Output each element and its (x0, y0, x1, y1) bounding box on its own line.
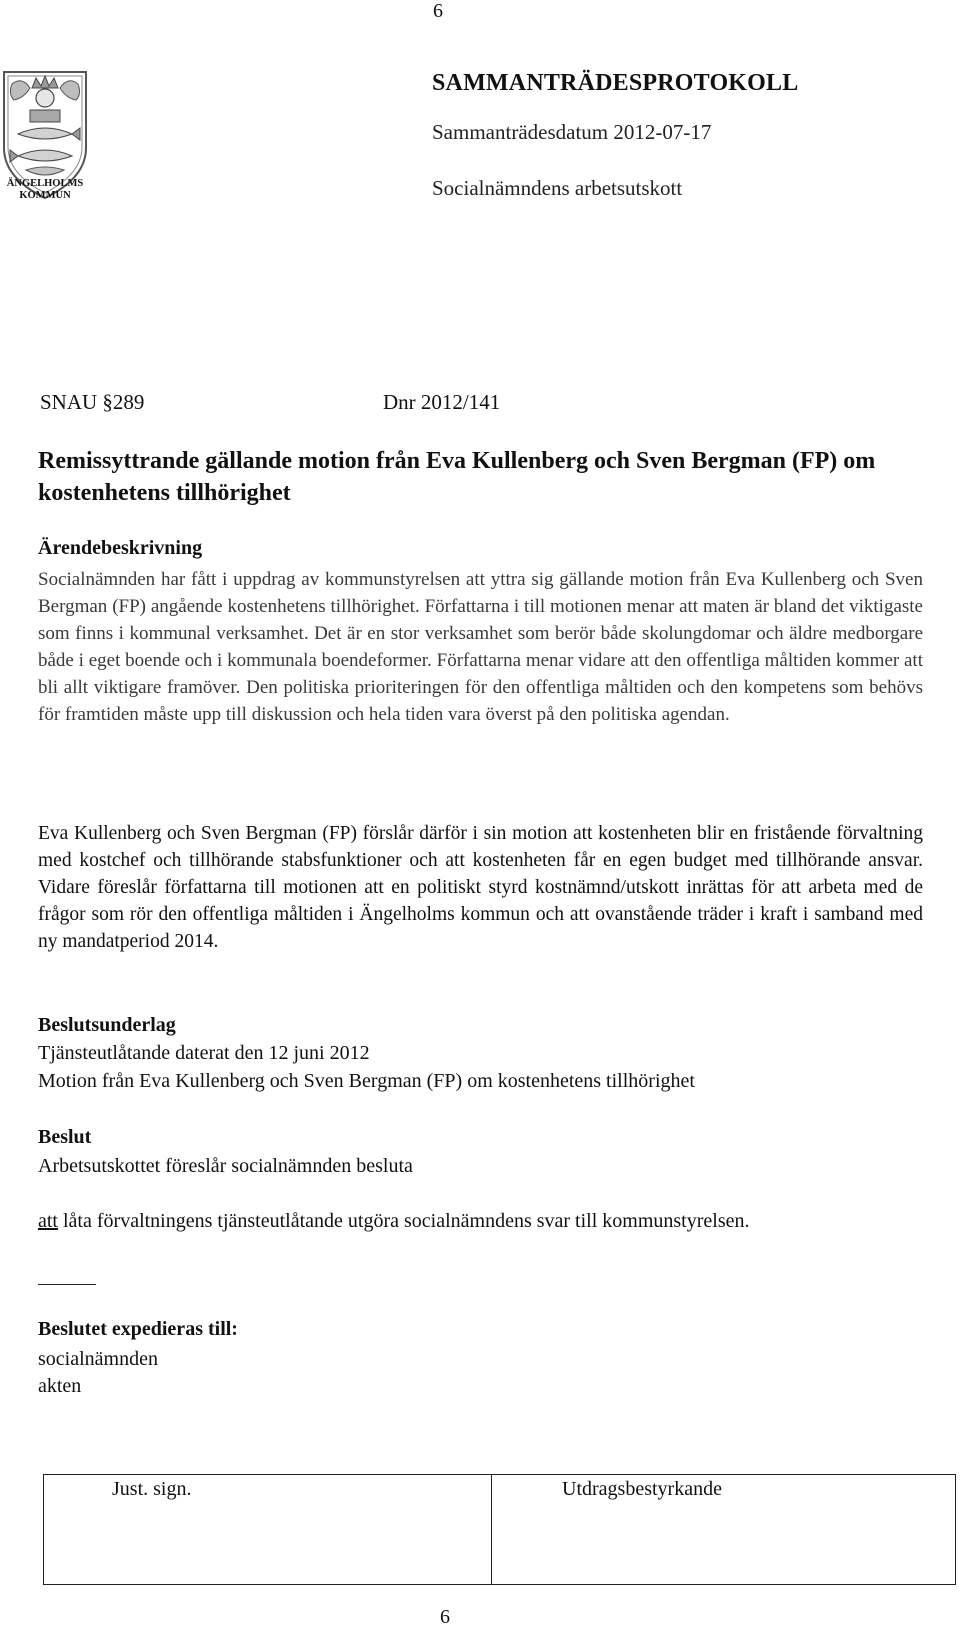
description-paragraph-2: Eva Kullenberg och Sven Bergman (FP) förslår därför i sin motion att kostenheten blir en fristående förvaltning med kostchef och tillhörande stabsfunktioner och att kostenheten får en egen budget med tillhörande ansvar. Vidare föreslår författarna till motionen att en politiskt styrd kostnämnd/utskott inrättas för att arbeta med de frågor som rör den offentliga måltiden i Ängelholms kommun och att ovanstående träder i kraft i samband med ny mandatperiod 2014. (38, 823, 923, 952)
decision-text (38, 1208, 750, 1235)
just-sign-label: Just. sign. (112, 1478, 192, 1500)
underlag-item: Tjänsteutlåtande daterat den 12 juni 2012 (38, 1042, 370, 1064)
committee-name: Socialnämndens arbetsutskott (432, 176, 683, 200)
description-paragraph-1: Socialnämnden har fått i uppdrag av kommunstyrelsen att yttra sig gällande motion från Eva Kullenberg och Sven Bergman (FP) angående kostenhetens tillhörighet. Författarna i till motionen menar att maten är bland det viktigaste som finns i kommunal verksamhet. Det är en stor verksamhet som berör både skolungdomar och äldre medborgare både i eget boende och i kommunala boendeformer. Författarna menar vidare att den offentliga måltiden kommer att bli allt viktigare framöver. Den politiska prioriteringen för den offentliga måltiden och den kompetens som behövs för framtiden måste upp till diskussion och hela tiden vara överst på den politiska agendan. (38, 569, 923, 725)
att-keyword: att (38, 1210, 58, 1232)
page-number-bottom: 6 (440, 1606, 450, 1628)
diary-number: Dnr 2012/141 (383, 390, 501, 414)
section-number: SNAU §289 (40, 390, 145, 414)
signature-box-divider (491, 1474, 492, 1585)
logo-text (0, 178, 90, 202)
recipient-item: akten (38, 1375, 82, 1397)
logo-line-1: ÄNGELHOLMS (6, 178, 84, 189)
document-title: SAMMANTRÄDESPROTOKOLL (432, 70, 799, 96)
underlag-item: Motion från Eva Kullenberg och Sven Bergman (FP) om kostenhetens tillhörighet (38, 1070, 695, 1092)
page-number-top: 6 (433, 0, 443, 22)
logo-line-2: KOMMUN (19, 190, 71, 201)
section-heading-beslut: Beslut (38, 1126, 92, 1148)
section-heading-expedieras: Beslutet expedieras till: (38, 1318, 238, 1340)
case-heading: Remissyttrande gällande motion från Eva Kullenberg och Sven Bergman (FP) om kostenhetens tillhörighet (38, 448, 876, 506)
divider-rule (38, 1284, 96, 1285)
section-heading-arendebeskrivning: Ärendebeskrivning (38, 537, 203, 559)
recipient-item: socialnämnden (38, 1348, 158, 1370)
section-heading-beslutsunderlag: Beslutsunderlag (38, 1014, 176, 1036)
utdragsbestyrkande-label: Utdragsbestyrkande (562, 1478, 722, 1500)
meeting-date: Sammanträdesdatum 2012-07-17 (432, 120, 712, 144)
decision-body: låta förvaltningens tjänsteutlåtande utgöra socialnämndens svar till kommunstyrelsen. (58, 1210, 750, 1232)
decision-intro: Arbetsutskottet föreslår socialnämnden besluta (38, 1155, 413, 1177)
